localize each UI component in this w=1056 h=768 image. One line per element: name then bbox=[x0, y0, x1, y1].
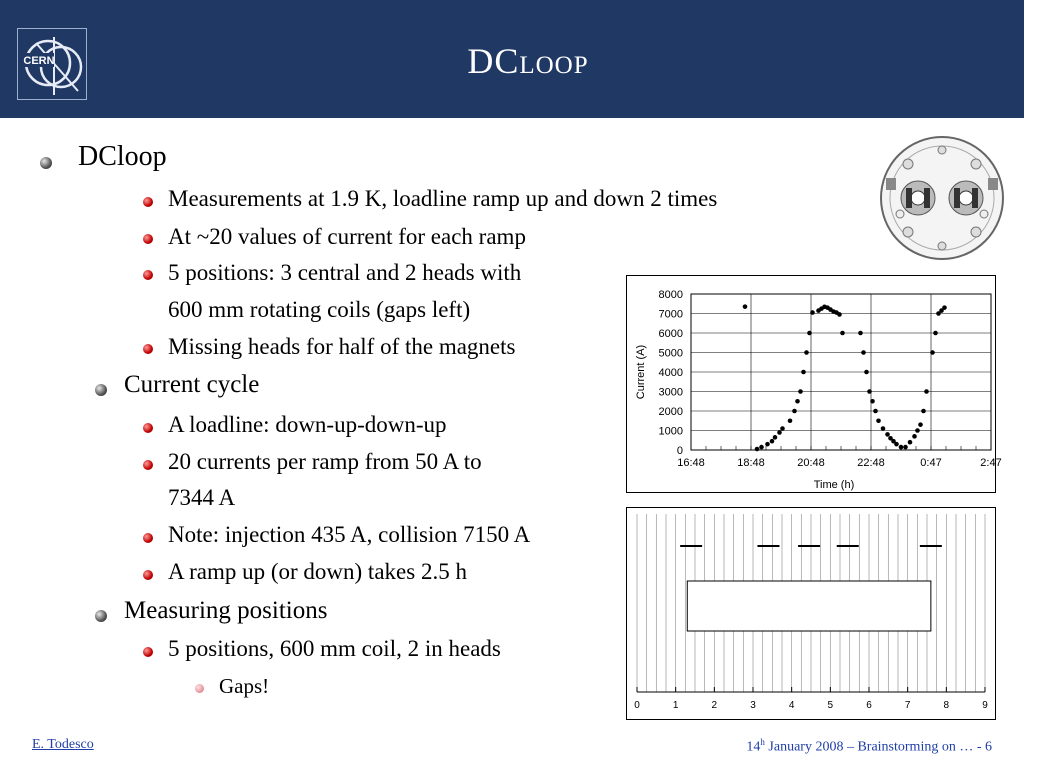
bullet-gaps: Gaps! bbox=[219, 674, 270, 698]
measuring-positions-diagram bbox=[627, 508, 995, 719]
data-point bbox=[765, 442, 770, 447]
magnet-outline-box bbox=[687, 581, 931, 631]
x-axis-label: Time (h) bbox=[813, 479, 855, 491]
data-point bbox=[788, 418, 793, 423]
chart-tick-labels bbox=[659, 289, 1002, 469]
footer-event: January 2008 – Brainstorming on … - 6 bbox=[764, 739, 992, 755]
x-tick-label: 20:48 bbox=[797, 457, 825, 469]
bullet-values: At ~20 values of current for each ramp bbox=[168, 224, 526, 249]
data-point bbox=[743, 304, 748, 309]
x-tick-label: 9 bbox=[982, 700, 988, 711]
bullet-marker-icon bbox=[195, 684, 204, 693]
x-tick-label: 2 bbox=[711, 700, 718, 711]
bullet-note: Note: injection 435 A, collision 7150 A bbox=[168, 522, 531, 547]
data-point bbox=[908, 440, 913, 445]
bullet-marker-icon bbox=[143, 423, 153, 433]
data-point bbox=[921, 409, 926, 414]
bullet-measurements: Measurements at 1.9 K, loadline ramp up and down 2 times bbox=[168, 186, 718, 211]
x-tick-label: 0 bbox=[634, 700, 640, 711]
data-point bbox=[918, 422, 923, 427]
data-point bbox=[885, 432, 890, 437]
y-tick-label: 8000 bbox=[658, 289, 683, 301]
x-tick-label: 16:48 bbox=[677, 457, 705, 469]
data-point bbox=[881, 426, 886, 431]
bullet-marker-icon bbox=[143, 533, 153, 543]
y-tick-label: 1000 bbox=[658, 425, 683, 438]
chart-data-points bbox=[743, 304, 947, 451]
data-point bbox=[933, 331, 938, 336]
y-tick-label: 5000 bbox=[658, 347, 683, 360]
data-point bbox=[942, 305, 947, 310]
x-tick-label: 18:48 bbox=[737, 457, 765, 469]
bullet-dcloop: DCloop bbox=[78, 141, 167, 172]
bullet-marker-icon bbox=[143, 270, 153, 280]
data-point bbox=[798, 389, 803, 394]
bullet-marker-icon bbox=[143, 234, 153, 244]
magnet-cross-section-image bbox=[878, 134, 1006, 262]
x-tick-label: 0:47 bbox=[920, 457, 942, 469]
data-point bbox=[770, 439, 775, 444]
data-point bbox=[777, 430, 782, 435]
data-point bbox=[837, 312, 842, 317]
data-point bbox=[795, 399, 800, 404]
footer-superscript: h bbox=[760, 737, 765, 747]
bullet-ramp-time: A ramp up (or down) takes 2.5 h bbox=[168, 559, 467, 584]
data-point bbox=[801, 370, 806, 375]
y-tick-label: 7000 bbox=[658, 308, 683, 321]
slide-title: DCloop bbox=[467, 41, 589, 81]
data-point bbox=[780, 426, 785, 431]
data-point bbox=[930, 350, 935, 355]
bullet-currents-line1: 20 currents per ramp from 50 A to bbox=[168, 449, 482, 474]
bullet-missing-heads: Missing heads for half of the magnets bbox=[168, 334, 516, 359]
positions-diagram-panel bbox=[626, 507, 996, 720]
data-point bbox=[873, 409, 878, 414]
svg-text:CERN: CERN bbox=[23, 55, 55, 67]
footer-author[interactable]: E. Todesco bbox=[32, 737, 94, 752]
bullet-currents-line2: 7344 A bbox=[168, 485, 236, 510]
bullet-five-positions: 5 positions, 600 mm coil, 2 in heads bbox=[168, 636, 501, 661]
data-point bbox=[899, 445, 904, 450]
data-point bbox=[867, 389, 872, 394]
x-tick-label: 2:47 bbox=[980, 457, 1002, 469]
data-point bbox=[804, 350, 809, 355]
bullet-loadline: A loadline: down-up-down-up bbox=[168, 412, 447, 437]
data-point bbox=[870, 399, 875, 404]
data-point bbox=[759, 445, 764, 450]
data-point bbox=[861, 350, 866, 355]
x-tick-label: 6 bbox=[866, 700, 872, 711]
data-point bbox=[840, 331, 845, 336]
data-point bbox=[810, 310, 815, 315]
data-point bbox=[773, 435, 778, 440]
bullet-positions-line1: 5 positions: 3 central and 2 heads with bbox=[168, 260, 522, 285]
current-chart-panel bbox=[626, 275, 1002, 493]
x-tick-label: 3 bbox=[750, 700, 756, 711]
bullet-marker-icon bbox=[143, 570, 153, 580]
bullet-marker-icon bbox=[143, 344, 153, 354]
bullet-marker-icon bbox=[95, 610, 107, 622]
bullet-marker-icon bbox=[143, 647, 153, 657]
footer-date bbox=[746, 737, 992, 756]
data-point bbox=[912, 434, 917, 439]
current-vs-time-chart bbox=[627, 276, 1002, 492]
data-point bbox=[903, 445, 908, 450]
y-tick-label: 3000 bbox=[658, 386, 683, 399]
slide-header bbox=[0, 0, 1024, 118]
x-tick-label: 5 bbox=[827, 700, 834, 711]
y-tick-label: 2000 bbox=[658, 406, 683, 418]
chart-gridlines bbox=[691, 294, 991, 450]
data-point bbox=[924, 389, 929, 394]
data-point bbox=[894, 442, 899, 447]
bullet-measuring-positions: Measuring positions bbox=[124, 597, 328, 624]
diagram-tick-labels bbox=[634, 700, 988, 711]
y-axis-label: Current (A) bbox=[635, 344, 647, 400]
data-point bbox=[915, 428, 920, 433]
x-tick-label: 22:48 bbox=[857, 457, 885, 469]
bullet-positions-line2: 600 mm rotating coils (gaps left) bbox=[168, 297, 471, 322]
footer-day: 14 bbox=[746, 739, 761, 755]
data-point bbox=[792, 409, 797, 414]
y-tick-label: 0 bbox=[676, 445, 683, 457]
data-point bbox=[876, 418, 881, 423]
y-tick-label: 6000 bbox=[658, 328, 683, 340]
bullet-marker-icon bbox=[143, 197, 153, 207]
data-point bbox=[858, 331, 863, 336]
x-tick-label: 1 bbox=[672, 700, 679, 711]
data-point bbox=[807, 331, 812, 336]
y-tick-label: 4000 bbox=[658, 367, 683, 379]
bullet-marker-icon bbox=[95, 384, 107, 396]
x-tick-label: 4 bbox=[788, 700, 795, 711]
bullet-current-cycle: Current cycle bbox=[124, 371, 260, 398]
x-tick-label: 8 bbox=[943, 700, 950, 711]
data-point bbox=[755, 447, 760, 452]
data-point bbox=[864, 370, 869, 375]
x-tick-label: 7 bbox=[904, 700, 911, 711]
bullet-marker-icon bbox=[40, 157, 52, 169]
bullet-marker-icon bbox=[143, 460, 153, 470]
